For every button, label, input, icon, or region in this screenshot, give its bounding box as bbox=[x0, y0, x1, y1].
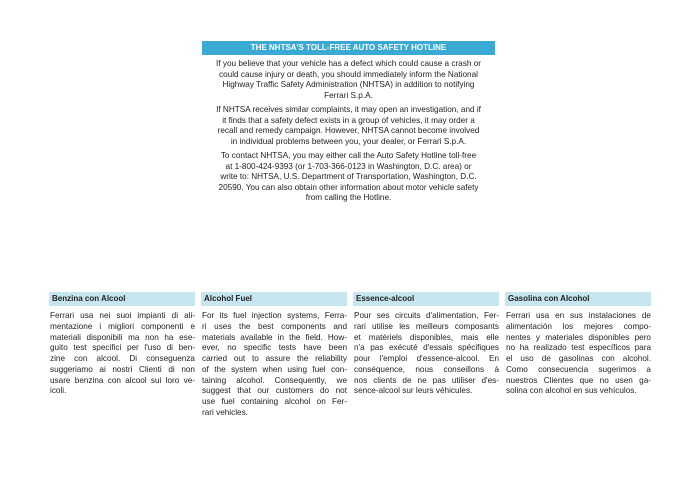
text-line: rari vehicles. bbox=[202, 407, 248, 417]
column-english bbox=[201, 292, 347, 419]
text-line: recall and remedy campaign. However, NHTSA cannot become involved bbox=[217, 126, 480, 135]
column-body bbox=[353, 311, 499, 397]
text-line: If NHTSA receives similar complaints, it may open an investigation, and if bbox=[216, 105, 481, 114]
text-line: nuestros Clientes que no usen ga- bbox=[506, 375, 651, 385]
text-line: mentazione i migliori componenti e bbox=[50, 321, 195, 331]
text-line: For its fuel injection systems, Ferra- bbox=[202, 311, 347, 320]
text-line: use fuel containing alcohol on Fer- bbox=[202, 397, 347, 406]
column-heading: Essence-alcool bbox=[353, 292, 499, 306]
text-line: rari utilise les meilleurs composants bbox=[354, 321, 499, 331]
text-line: it finds that a safety defect exists in a group of vehicles, it may order a bbox=[222, 115, 475, 125]
text-line: in individual problems between you, your dealer, or Ferrari S.p.A. bbox=[230, 136, 467, 146]
text-line: Pour ses circuits d'alimentation, Fer- bbox=[354, 311, 499, 320]
hotline-paragraph bbox=[202, 59, 495, 101]
text-line: icoli. bbox=[50, 386, 67, 396]
text-line: suggeriamo ai nostri Clienti di non bbox=[50, 364, 195, 374]
hotline-title: THE NHTSA'S TOLL-FREE AUTO SAFETY HOTLINE bbox=[202, 41, 495, 55]
text-line: no ha realizado test específicos para bbox=[506, 343, 651, 353]
text-line: guito test specifici per l'uso di ben- bbox=[50, 343, 195, 353]
text-line: et matériels disponibles, mais elle bbox=[354, 332, 499, 342]
text-line: write to: NHTSA, U.S. Department of Transportation, Washington, D.C. bbox=[220, 172, 477, 181]
text-line: ri uses the best components and bbox=[202, 321, 347, 331]
column-body bbox=[49, 311, 195, 397]
text-line: n'a pas exécuté d'essais spécifiques bbox=[354, 343, 499, 353]
text-line: taining alcohol. Consequently, we bbox=[202, 375, 347, 385]
text-line: pour l'emploi d'essence-alcool. En bbox=[354, 354, 499, 363]
text-line: nos clients de ne pas utiliser d'es- bbox=[354, 375, 499, 385]
hotline-box bbox=[202, 41, 495, 204]
text-line: Ferrari usa nei suoi impianti di ali- bbox=[50, 311, 195, 320]
column-body bbox=[505, 311, 651, 397]
text-line: zine con alcool. Di conseguenza bbox=[50, 354, 195, 363]
text-line: materials available in the field. How- bbox=[202, 332, 347, 342]
column-french bbox=[353, 292, 499, 397]
column-heading: Gasolina con Alcohol bbox=[505, 292, 651, 306]
text-line: Ferrari S.p.A. bbox=[324, 90, 373, 100]
text-line: solina con alcohol en sus vehículos. bbox=[506, 386, 637, 396]
text-line: 20590. You can also obtain other information about motor vehicle safety bbox=[218, 182, 479, 192]
column-body bbox=[201, 311, 347, 419]
text-line: Ferrari usa en sus instalaciones de bbox=[506, 311, 651, 320]
hotline-paragraph bbox=[202, 151, 495, 204]
text-line: alimentación los mejores compo- bbox=[506, 321, 651, 331]
text-line: Highway Traffic Safety Administration (NHTSA) in addition to notifying bbox=[222, 80, 475, 89]
column-spanish bbox=[505, 292, 651, 397]
column-italian bbox=[49, 292, 195, 397]
text-line: conséquence, nous conseillons à bbox=[354, 364, 499, 374]
column-heading: Alcohol Fuel bbox=[201, 292, 347, 306]
text-line: nentes y materiales disponibles pero bbox=[506, 332, 651, 342]
text-line: of the system when using fuel con- bbox=[202, 364, 347, 374]
text-line: ever, no specific tests have been bbox=[202, 343, 347, 353]
text-line: suggest that our customers do not bbox=[202, 386, 347, 396]
text-line: from calling the Hotline. bbox=[305, 193, 392, 202]
text-line: usare benzina con alcool sui loro ve- bbox=[50, 375, 195, 385]
text-line: materiali disponibili ma non ha ese- bbox=[50, 332, 195, 342]
text-line: Como consecuencia sugerimos a bbox=[506, 364, 651, 374]
text-line: at 1-800-424-9393 (or 1-703-366-0123 in Washington, D.C. area) or bbox=[225, 161, 472, 171]
text-line: could cause injury or death, you should immediately inform the National bbox=[219, 69, 478, 79]
text-line: el uso de gasolinas con alcohol. bbox=[506, 354, 651, 363]
text-line: carried out to assure the reliability bbox=[202, 354, 347, 363]
text-line: If you believe that your vehicle has a defect which could cause a crash or bbox=[216, 59, 481, 68]
hotline-paragraph bbox=[202, 105, 495, 147]
column-heading: Benzina con Alcool bbox=[49, 292, 195, 306]
text-line: sence-alcool sur leurs véhicules. bbox=[354, 386, 473, 396]
text-line: To contact NHTSA, you may either call the Auto Safety Hotline toll-free bbox=[220, 151, 477, 160]
